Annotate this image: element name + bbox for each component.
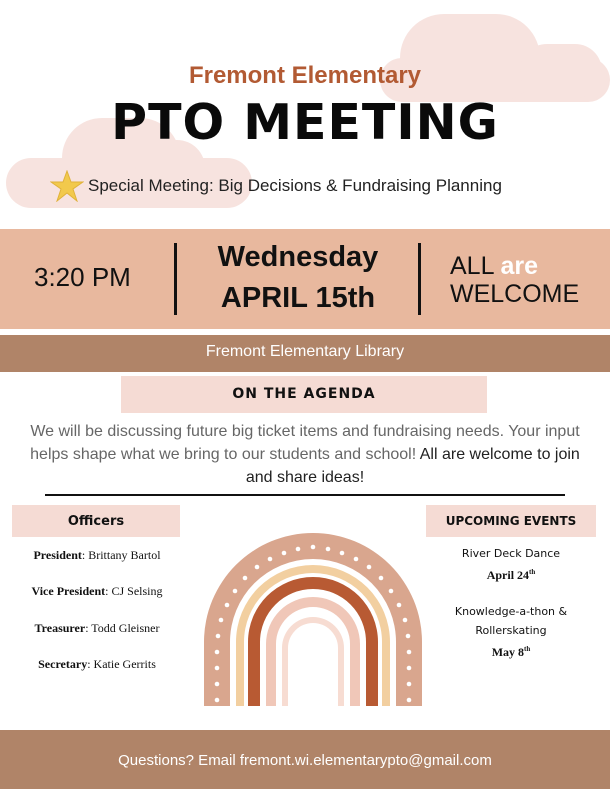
special-meeting-text: Special Meeting: Big Decisions & Fundraising Planning: [88, 176, 502, 195]
officer-item: [0, 584, 194, 599]
event-name: Knowledge-a-thon & Rollerskating: [454, 605, 568, 637]
rainbow-illustration: [190, 520, 436, 710]
officer-item: [0, 548, 194, 563]
officer-role: Treasurer: [34, 621, 86, 635]
officer-name: : CJ Selsing: [105, 584, 163, 598]
agenda-heading: ON THE AGENDA: [232, 386, 376, 402]
officer-item: [0, 657, 194, 672]
page-title: PTO MEETING: [111, 94, 499, 151]
officer-item: [0, 621, 194, 636]
officer-role: Secretary: [38, 657, 88, 671]
officer-role: President: [33, 548, 82, 562]
divider: [418, 243, 421, 315]
divider-line: [45, 494, 565, 496]
event-date: April 24th: [486, 568, 536, 582]
officers-heading: Officers: [67, 514, 125, 529]
meeting-date: APRIL 15th: [220, 282, 376, 314]
event-name: River Deck Dance: [461, 547, 561, 560]
event-item: [426, 544, 596, 585]
agenda-text-end: All are welcome to join and share ideas!: [245, 446, 580, 486]
school-name: Fremont Elementary: [188, 62, 422, 89]
officer-role: Vice President: [31, 584, 106, 598]
meeting-time: 3:20 PM: [34, 262, 131, 292]
welcome-line-1: [450, 252, 538, 281]
meeting-location: Fremont Elementary Library: [205, 343, 405, 360]
footer-contact: Questions? Email fremont.wi.elementarypto@gmail.com: [118, 752, 492, 769]
agenda-text-main: We will be discussing future big ticket items and fundraising needs. Your input helps shape what we bring to our students and school!: [30, 423, 580, 463]
welcome-are: are: [500, 252, 539, 280]
meeting-weekday: Wednesday: [217, 241, 379, 273]
event-date: May 8th: [491, 645, 531, 659]
officer-name: : Todd Gleisner: [85, 621, 160, 635]
agenda-text: [30, 420, 580, 489]
events-heading: UPCOMING EVENTS: [445, 514, 577, 528]
welcome-line-2: WELCOME: [450, 280, 580, 308]
officer-name: : Katie Gerrits: [87, 657, 156, 671]
divider: [174, 243, 177, 315]
officer-name: : Brittany Bartol: [81, 548, 161, 562]
welcome-all: ALL: [450, 252, 494, 280]
star-icon: [50, 170, 84, 202]
event-item: [440, 602, 582, 662]
